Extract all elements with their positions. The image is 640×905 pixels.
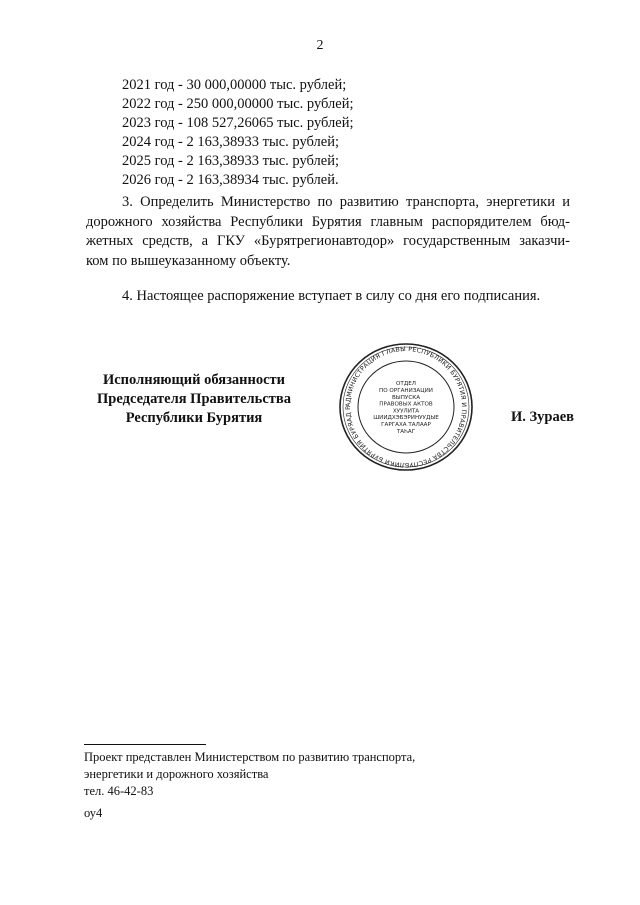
- budget-line-2026: 2026 год - 2 163,38934 тыс. рублей.: [122, 172, 339, 188]
- seal-center-line: ШИИДХЭБЭРИНУУДЫЕ: [373, 415, 439, 422]
- official-seal: [338, 342, 474, 472]
- signer-title-line: Председателя Правительства: [97, 391, 291, 407]
- paragraph-3: [86, 193, 570, 271]
- signer-name: И. Зураев: [510, 409, 574, 425]
- paragraph-3-line: дорожного хозяйства Республики Бурятия главным распорядителем бюд-: [86, 213, 570, 230]
- footer-line: Проект представлен Министерством по развитию транспорта,: [84, 750, 416, 764]
- budget-line-2022: 2022 год - 250 000,00000 тыс. рублей;: [122, 96, 354, 112]
- seal-center-line: ТАҺАГ: [396, 428, 416, 435]
- signer-title-line: Исполняющий обязанности: [102, 372, 286, 388]
- footnote-divider: [84, 744, 206, 745]
- budget-line-2021: 2021 год - 30 000,00000 тыс. рублей;: [122, 77, 347, 93]
- footer-line: тел. 46-42-83: [84, 784, 154, 798]
- footer-line: энергетики и дорожного хозяйства: [84, 767, 269, 781]
- seal-graphic: [338, 342, 474, 472]
- document-code: оу4: [84, 806, 103, 820]
- seal-center-line: ВЫПУСКА: [391, 394, 421, 401]
- paragraph-3-line: жетных средств, а ГКУ «Бурятрегионавтодор» государственным заказчи-: [86, 233, 570, 249]
- seal-center-line: ПРАВОВЫХ АКТОВ: [379, 401, 433, 408]
- seal-center-line: ПО ОРГАНИЗАЦИИ: [379, 388, 433, 394]
- paragraph-4: 4. Настоящее распоряжение вступает в силу со дня его подписания.: [122, 288, 541, 304]
- budget-list: [122, 76, 353, 190]
- budget-line-2025: 2025 год - 2 163,38933 тыс. рублей;: [122, 153, 339, 169]
- seal-center-line: ХУУЛИТА: [392, 408, 420, 415]
- seal-center-line: ОТДЕЛ: [396, 381, 416, 388]
- budget-line-2023: 2023 год - 108 527,26065 тыс. рублей;: [122, 115, 354, 131]
- seal-center-line: ГАРГАХА ТАЛААР: [381, 422, 431, 428]
- signer-title-line: Республики Бурятия: [125, 410, 263, 426]
- paragraph-3-line: ком по вышеуказанному объекту.: [86, 252, 291, 269]
- seal-outer-text: АДМИНИСТРАЦИЯ ГЛАВЫ РЕСПУБЛИКИ БУРЯТИЯ И ПРАВИТЕЛЬСТВА РЕСПУБЛИКИ БУРЯТИЯ БУРЯАД Р: [344, 345, 468, 469]
- page-number: 2: [316, 38, 324, 53]
- footer-note: [84, 749, 415, 800]
- budget-line-2024: 2024 год - 2 163,38933 тыс. рублей;: [122, 134, 339, 150]
- signer-title: [84, 371, 304, 428]
- paragraph-3-line: 3. Определить Министерство по развитию транспорта, энергетики и: [122, 194, 570, 210]
